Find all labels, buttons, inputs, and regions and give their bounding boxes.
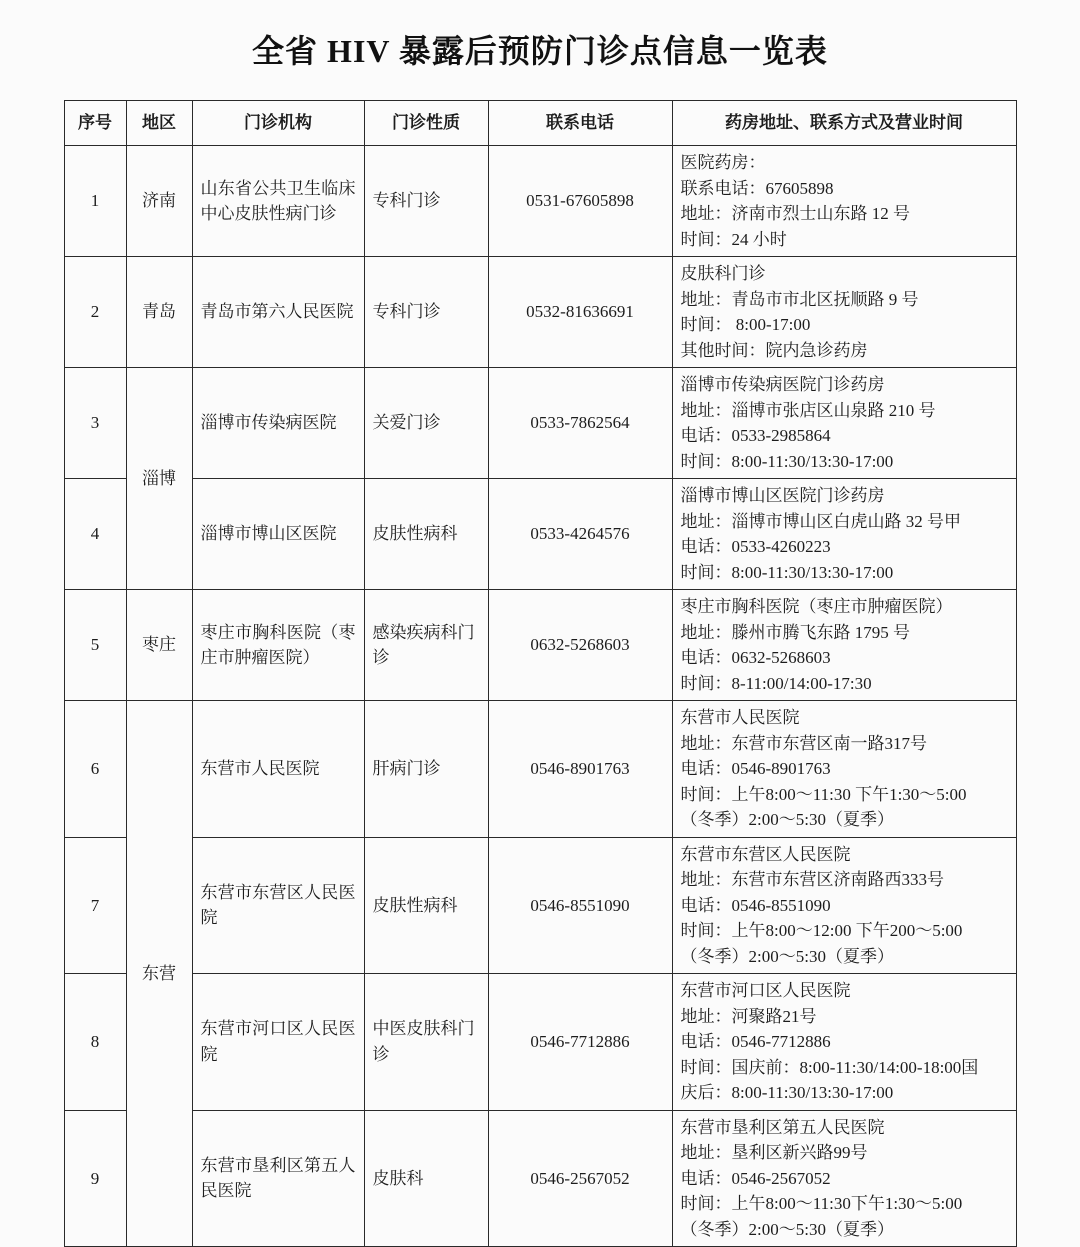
pharmacy-info-line: 枣庄市胸科医院（枣庄市肿瘤医院）: [680, 597, 953, 616]
pharmacy-info-cell: [672, 479, 1016, 590]
pharmacy-info-line: 地址：垦利区新兴路99号: [680, 1143, 868, 1162]
pharmacy-info-line: 电话：0533-2985864: [680, 426, 831, 445]
pharmacy-info-line: 地址：淄博市张店区山泉路 210 号: [680, 400, 936, 420]
header-region: 地区: [126, 101, 192, 146]
pharmacy-info-line: 东营市人民医院: [680, 708, 800, 727]
table-row: [64, 146, 1016, 257]
table-row: [64, 479, 1016, 590]
contact-phone-cell: 0632-5268603: [488, 590, 672, 701]
serial-number-cell: 7: [64, 837, 126, 974]
pharmacy-info-line: 医院药房：: [680, 153, 766, 172]
clinic-name-cell: 山东省公共卫生临床中心皮肤性病门诊: [192, 146, 364, 257]
clinic-info-table: [64, 100, 1017, 1247]
pharmacy-info-line: （冬季）2:00～5:30（夏季）: [680, 1219, 894, 1239]
pharmacy-info-line: 地址：滕州市腾飞东路 1795 号: [680, 622, 910, 642]
clinic-type-cell: 专科门诊: [364, 257, 488, 368]
region-cell: 东营: [126, 701, 192, 1247]
pharmacy-info-line: 淄博市博山区医院门诊药房: [680, 486, 885, 505]
header-pharmacy: 药房地址、联系方式及营业时间: [672, 101, 1016, 146]
clinic-type-cell: 皮肤科: [364, 1110, 488, 1247]
page-title: 全省 HIV 暴露后预防门诊点信息一览表: [252, 33, 828, 69]
pharmacy-info-line: 时间：上午8:00～12:00 下午200～5:00: [680, 921, 963, 940]
contact-phone-cell: 0533-7862564: [488, 368, 672, 479]
pharmacy-info-cell: [672, 974, 1016, 1111]
pharmacy-info-line: 电话：0533-4260223: [680, 537, 831, 556]
pharmacy-info-line: 电话：0546-8551090: [680, 895, 831, 915]
pharmacy-info-line: 地址：淄博市博山区白虎山路 32 号甲: [680, 511, 961, 531]
pharmacy-info-line: 淄博市传染病医院门诊药房: [680, 375, 885, 394]
pharmacy-info-line: 电话：0632-5268603: [680, 648, 831, 667]
serial-number-cell: 5: [64, 590, 126, 701]
serial-number-cell: 2: [64, 257, 126, 368]
clinic-name-cell: 淄博市传染病医院: [192, 368, 364, 479]
pharmacy-info-line: 时间：24 小时: [680, 229, 787, 249]
serial-number-cell: 1: [64, 146, 126, 257]
clinic-type-cell: 中医皮肤科门诊: [364, 974, 488, 1111]
pharmacy-info-line: 时间：8-11:00/14:00-17:30: [680, 673, 872, 693]
clinic-type-cell: 关爱门诊: [364, 368, 488, 479]
pharmacy-info-line: 联系电话：67605898: [680, 178, 834, 198]
table-row: [64, 257, 1016, 368]
clinic-type-cell: 皮肤性病科: [364, 837, 488, 974]
serial-number-cell: 4: [64, 479, 126, 590]
pharmacy-info-line: 地址：青岛市市北区抚顺路 9 号: [680, 289, 919, 309]
contact-phone-cell: 0532-81636691: [488, 257, 672, 368]
pharmacy-info-line: 地址：济南市烈士山东路 12 号: [680, 204, 910, 223]
pharmacy-info-line: 时间：上午8:00～11:30 下午1:30～5:00: [680, 784, 967, 804]
pharmacy-info-cell: [672, 701, 1016, 838]
pharmacy-info-line: 电话：0546-7712886: [680, 1032, 831, 1051]
header-phone: 联系电话: [488, 101, 672, 146]
pharmacy-info-line: 时间：8:00-11:30/13:30-17:00: [680, 451, 894, 471]
pharmacy-info-line: 皮肤科门诊: [680, 264, 766, 283]
pharmacy-info-line: 时间：上午8:00～11:30下午1:30～5:00: [680, 1194, 963, 1213]
clinic-name-cell: 东营市东营区人民医院: [192, 837, 364, 974]
pharmacy-info-line: 地址：河聚路21号: [680, 1006, 817, 1026]
table-row: [64, 701, 1016, 838]
pharmacy-info-cell: [672, 146, 1016, 257]
contact-phone-cell: 0531-67605898: [488, 146, 672, 257]
pharmacy-info-line: 其他时间：院内急诊药房: [680, 340, 868, 360]
clinic-name-cell: 淄博市博山区医院: [192, 479, 364, 590]
contact-phone-cell: 0546-7712886: [488, 974, 672, 1111]
clinic-type-cell: 感染疾病科门诊: [364, 590, 488, 701]
pharmacy-info-cell: [672, 590, 1016, 701]
pharmacy-info-line: 地址：东营市东营区济南路西333号: [680, 870, 944, 889]
pharmacy-info-cell: [672, 257, 1016, 368]
serial-number-cell: 8: [64, 974, 126, 1111]
pharmacy-info-line: （冬季）2:00～5:30（夏季）: [680, 810, 894, 829]
contact-phone-cell: 0546-2567052: [488, 1110, 672, 1247]
pharmacy-info-line: 东营市垦利区第五人民医院: [680, 1117, 885, 1137]
clinic-type-cell: 皮肤性病科: [364, 479, 488, 590]
table-row: [64, 974, 1016, 1111]
serial-number-cell: 9: [64, 1110, 126, 1247]
pharmacy-info-cell: [672, 837, 1016, 974]
clinic-name-cell: 东营市人民医院: [192, 701, 364, 838]
pharmacy-info-line: 电话：0546-8901763: [680, 759, 831, 778]
region-cell: 淄博: [126, 368, 192, 590]
region-cell: 济南: [126, 146, 192, 257]
table-row: [64, 590, 1016, 701]
serial-number-cell: 6: [64, 701, 126, 838]
header-serial: 序号: [64, 101, 126, 146]
header-clinic: 门诊机构: [192, 101, 364, 146]
pharmacy-info-line: 时间：8:00-11:30/13:30-17:00: [680, 562, 894, 582]
pharmacy-info-line: （冬季）2:00～5:30（夏季）: [680, 946, 894, 966]
pharmacy-info-line: 时间：国庆前：8:00-11:30/14:00-18:00国: [680, 1057, 979, 1077]
pharmacy-info-line: 东营市东营区人民医院: [680, 844, 851, 864]
table-row: [64, 1110, 1016, 1247]
region-cell: 枣庄: [126, 590, 192, 701]
contact-phone-cell: 0546-8551090: [488, 837, 672, 974]
table-body: [64, 146, 1016, 1247]
serial-number-cell: 3: [64, 368, 126, 479]
pharmacy-info-line: 时间： 8:00-17:00: [680, 315, 811, 334]
table-row: [64, 837, 1016, 974]
clinic-type-cell: 肝病门诊: [364, 701, 488, 838]
pharmacy-info-line: 庆后：8:00-11:30/13:30-17:00: [680, 1083, 894, 1102]
contact-phone-cell: 0533-4264576: [488, 479, 672, 590]
pharmacy-info-line: 电话：0546-2567052: [680, 1168, 831, 1188]
contact-phone-cell: 0546-8901763: [488, 701, 672, 838]
clinic-name-cell: 东营市垦利区第五人民医院: [192, 1110, 364, 1247]
pharmacy-info-line: 地址：东营市东营区南一路317号: [680, 733, 927, 753]
table-header-row: [64, 101, 1016, 146]
pharmacy-info-cell: [672, 1110, 1016, 1247]
table-row: [64, 368, 1016, 479]
clinic-name-cell: 枣庄市胸科医院（枣庄市肿瘤医院）: [192, 590, 364, 701]
region-cell: 青岛: [126, 257, 192, 368]
clinic-name-cell: 东营市河口区人民医院: [192, 974, 364, 1111]
pharmacy-info-cell: [672, 368, 1016, 479]
header-type: 门诊性质: [364, 101, 488, 146]
pharmacy-info-line: 东营市河口区人民医院: [680, 981, 851, 1000]
clinic-name-cell: 青岛市第六人民医院: [192, 257, 364, 368]
clinic-type-cell: 专科门诊: [364, 146, 488, 257]
